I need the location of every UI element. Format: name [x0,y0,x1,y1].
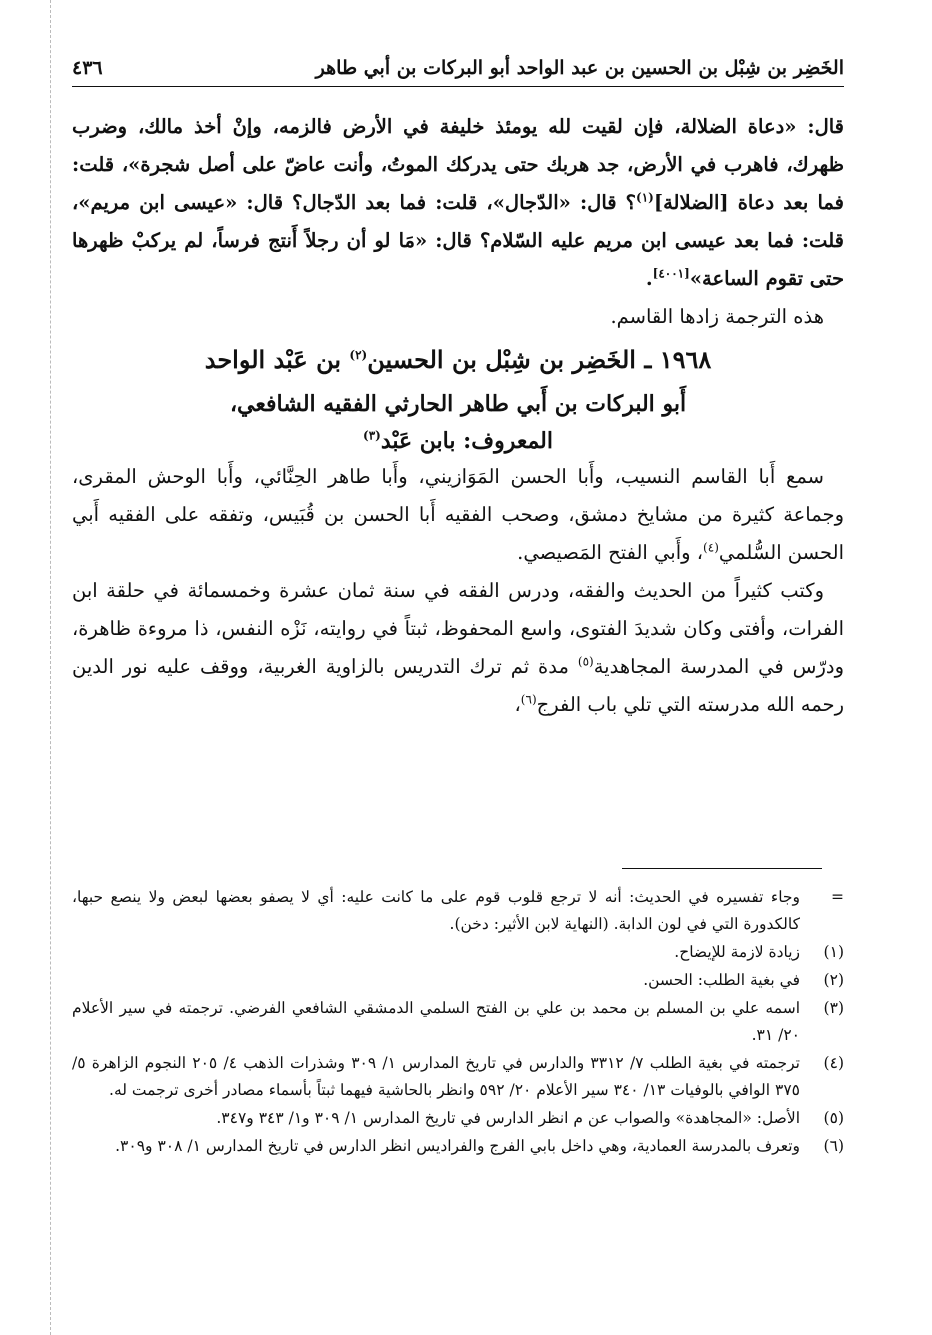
footnote-ref[interactable]: (٢) [349,348,368,362]
footnote-number: = [831,888,844,906]
footnote-number: (٤) [823,1054,844,1072]
entry-title-line2: أَبو البركات بن أَبي طاهر الحارثي الفقيه الشافعي، [229,391,687,417]
footnote [72,884,844,938]
footnote-ref[interactable]: (٣) [363,428,381,443]
footnote-text: وتعرف بالمدرسة العمادية، وهي داخل بابي الفرج والفراديس انظر الدارس في تاريخ المدارس ١/ ٣٠٨ و٣٠٩. [115,1137,800,1155]
footnote-ref[interactable]: (٤) [703,540,719,555]
paragraph-hadith [72,108,844,298]
paragraph-text: مدة ثم ترك التدريس بالزاوية الغربية، ووقف عليه نور الدين رحمه الله مدرسته التي تلي باب الفرج [72,655,844,716]
paragraph-note: هذه الترجمة زادها القاسم. [610,305,824,328]
footnote [72,1050,844,1104]
entry-title-line1 [72,336,844,384]
text-line: ؟ قال: «الدّجال»، قلت: فما بعد [365,191,637,214]
footnote-text: في بغية الطلب: الحسن. [643,971,800,989]
footnote [72,995,844,1049]
scan-edge [50,0,51,1335]
footnote-text: ترجمته في بغية الطلب ٧/ ٣٣١٢ والدارس في تاريخ المدارس ١/ ٣٠٩ وشذرات الذهب ٤/ ٢٠٥ النجوم الزاهرة ٥/ ٣٧٥ الوافي بالوفيات ١٣/ ٣٤٠ سير الأعلام ٢٠/ ٥٩٢ وانظر بالحاشية فيهما ثبتاً بأسماء مصادر أخرى ترجمت له. [72,1054,800,1099]
paragraph-text: سمع أَبا القاسم النسيب، وأَبا الحسن المَوَازيني، وأَبا طاهر الحِنَّائي، وأَبا الوحش المقرى، وجماعة كثيرة من مشايخ دمشق، وصحب الفقيه أَبا الحسن بن قُبَيس، وتفقه على الفقيه أَبي الحسن السُّلمي [72,465,844,564]
paragraph-text: ، [514,693,521,716]
footnote-number: (٦) [823,1137,844,1155]
footnote-text: الأصل: «المجاهدة» والصواب عن م انظر الدارس في تاريخ المدارس ١/ ٣٠٩ و١/ ٣٤٣ و٣٤٧. [216,1109,800,1127]
text-punct: . [645,267,653,290]
paragraph-teachers [72,458,844,572]
footnote-number: (٣) [823,999,844,1017]
text-line: قال: «دعاة الضلالة، فإن لقيت لله يومئذ خليفة في الأرض فالزمه، وإنْ أخذ مالك، [138,115,844,138]
footnote-number: (٥) [823,1109,844,1127]
entry-title-line3 [72,424,844,458]
text-line: الدّجال؟ قال: «عيسى ابن مريم»، قلت: فما بعد عيسى ابن مريم عليه السّلام؟ قال: «مَا [72,191,844,252]
title-text: المعروف: بابن عَبْد [380,428,553,454]
text-line: أصل شجرة»، قلت: فما بعد دعاة [الضلالة] [72,153,844,214]
footnote [72,1105,844,1132]
footnote [72,967,844,994]
footnote-ref[interactable]: (١) [636,190,654,205]
footnote-text: زيادة لازمة للإيضاح. [674,943,800,961]
footnote-number: (٢) [823,971,844,989]
text-line: لو أن رجلاً أَنتج فرساً، لم يركبْ ظهرها حتى تقوم الساعة» [72,229,844,290]
footnote [72,939,844,966]
footnote-text: اسمه علي بن المسلم بن محمد بن علي بن الفتح السلمي الدمشقي الشافعي الفرضي. ترجمته في سير الأعلام ٢٠/ ٣١. [72,999,800,1044]
footnote-ref[interactable]: (٦) [520,692,537,707]
page-header [72,52,844,84]
header-rule [72,86,844,87]
main-text [72,108,844,724]
title-text: ١٩٦٨ ـ الخَضِر بن شِبْل بن الحسين [367,345,712,374]
footnotes [72,884,844,1161]
footnote-number: (١) [823,943,844,961]
footnote-rule [622,868,822,869]
title-text: بن عَبْد الواحد [204,345,350,374]
paragraph-career [72,572,844,724]
entry-title [72,336,844,458]
paragraph-text: ، وأَبي الفتح المَصيصي. [517,541,704,564]
text-line: وضرب ظهرك، فاهرب في الأرض، جد هربك حتى يدركك الموتُ، وأنت عاضّ على [72,115,844,176]
footnote-ref[interactable]: (٥) [577,654,594,669]
footnote [72,1133,844,1160]
page-number: ٤٣٦ [72,57,103,79]
hadith-number: [٤٠٠١] [652,266,690,281]
footnote-text: وجاء تفسيره في الحديث: أنه لا ترجع قلوب قوم على ما كانت عليه: أي لا يصفو بعضها لبعض ولا ينصع حبها، كالكدورة التي في لون الدابة. (النهاية لابن الأثير: دخن). [72,888,800,933]
running-title: الخَضِر بن شِبْل بن الحسين بن عبد الواحد أبو البركات بن أبي طاهر [315,57,844,79]
paragraph-text: وكتب كثيراً من الحديث والفقه، ودرس الفقه في سنة ثمان عشرة وخمسمائة في حلقة ابن الفرات، وأفتى وكان شديدَ الفتوى، واسع المحفوظ، ثبتاً في روايته، نَزْه النفس، ذا مروءة ظاهرة، ودرّس في المدرسة المجاهدية [72,579,844,678]
